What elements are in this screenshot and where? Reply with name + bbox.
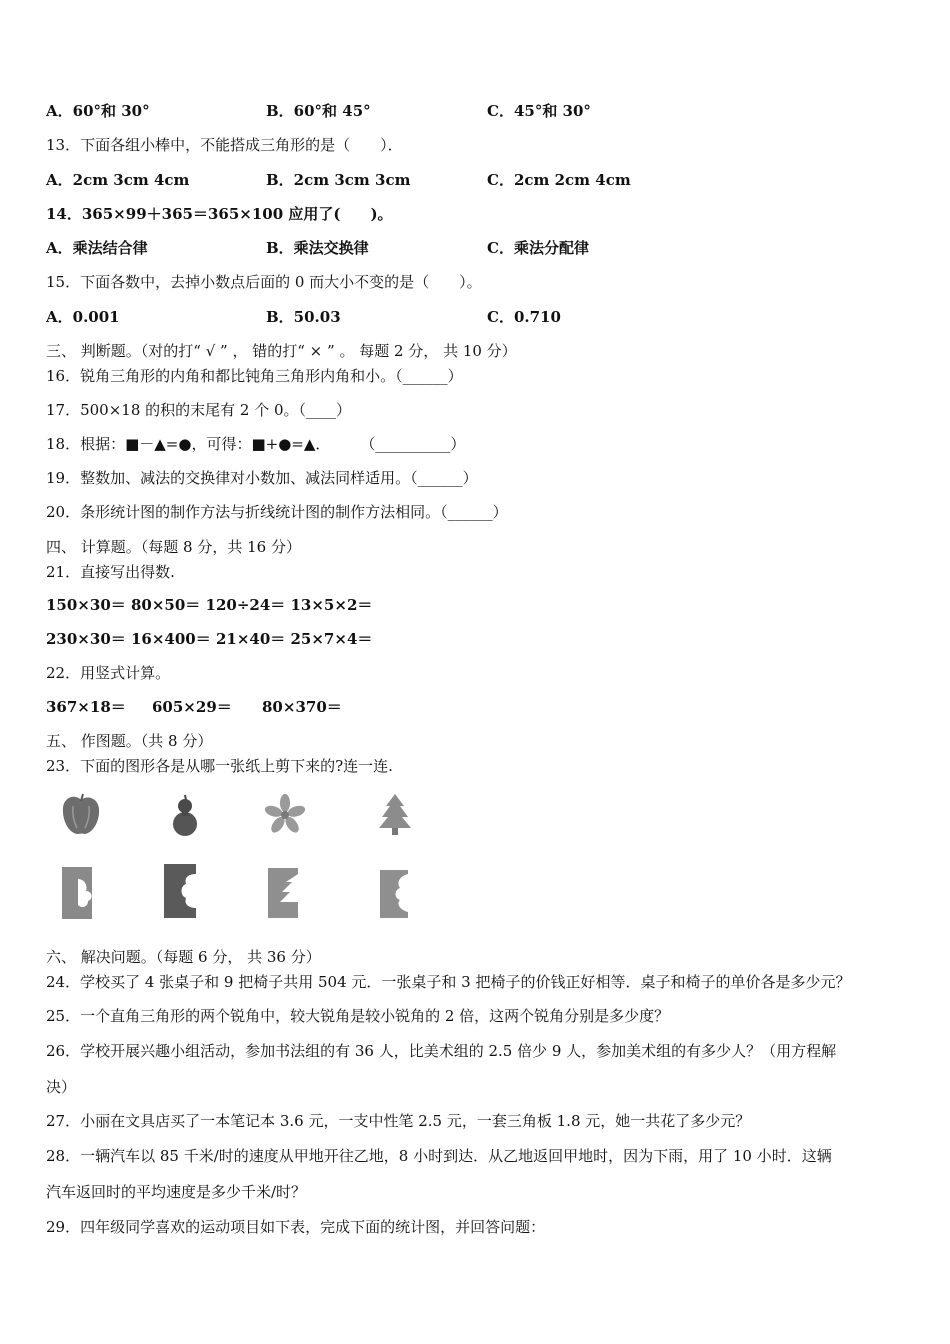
q22-item: 367×18＝ (46, 698, 126, 716)
q22-item: 605×29＝ (152, 698, 232, 716)
q24: 24．学校买了 4 张桌子和 9 把椅子共用 504 元．一张桌子和 3 把椅子的价钱正好相等．桌子和椅子的单价各是多少元？ (46, 973, 851, 991)
q15-stem: 15．下面各数中，去掉小数点后面的 0 而大小不变的是（ ）。 (46, 273, 482, 291)
apple-shape-icon (58, 792, 104, 838)
q17: 17．500×18 的积的末尾有 2 个 0。（____） (46, 401, 352, 419)
q26-line-2: 决） (46, 1078, 77, 1096)
q20: 20．条形统计图的制作方法与折线统计图的制作方法相同。（______） (46, 503, 508, 521)
q15-option-a: A．0.001 (46, 308, 120, 326)
q15-option-b: B．50.03 (266, 308, 341, 326)
paper-sheet-2-icon (160, 862, 200, 920)
q21-row-2: 230×30＝ 16×400＝ 21×40＝ 25×7×4＝ (46, 630, 373, 648)
q12-option-b: B．60°和 45° (266, 102, 371, 120)
q29: 29．四年级同学喜欢的运动项目如下表，完成下面的统计图，并回答问题： (46, 1218, 546, 1236)
q25: 25．一个直角三角形的两个锐角中，较大锐角是较小锐角的 2 倍，这两个锐角分别是多少度？ (46, 1007, 670, 1025)
q14-stem: 14．365×99＋365＝365×100 应用了( )。 (46, 205, 393, 223)
section-5-heading: 五、 作图题。（共 8 分） (46, 732, 213, 750)
q13-stem: 13．下面各组小棒中，不能搭成三角形的是（ ）． (46, 136, 403, 154)
tree-shape-icon (372, 792, 418, 838)
q28-line-1: 28．一辆汽车以 85 千米/时的速度从甲地开往乙地，8 小时到达．从乙地返回甲地时，因为下雨，用了 10 小时．这辆 (46, 1147, 832, 1165)
q16: 16．锐角三角形的内角和都比钝角三角形内角和小。（______） (46, 367, 463, 385)
q28-line-2: 汽车返回时的平均速度是多少千米/时？ (46, 1183, 307, 1201)
q13-option-a: A．2cm 3cm 4cm (46, 171, 190, 189)
q13-option-b: B．2cm 3cm 3cm (266, 171, 411, 189)
gourd-shape-icon (162, 792, 208, 838)
section-4-heading: 四、 计算题。（每题 8 分，共 16 分） (46, 538, 301, 556)
q18: 18．根据：■－▲=●，可得：■+●=▲． （__________） (46, 435, 466, 453)
q19: 19．整数加、减法的交换律对小数加、减法同样适用。（______） (46, 469, 478, 487)
q14-option-a: A．乘法结合律 (46, 239, 148, 257)
q13-option-c: C．2cm 2cm 4cm (487, 171, 631, 189)
q22-item: 80×370＝ (262, 698, 342, 716)
paper-sheet-3-icon (264, 866, 304, 920)
q14-option-b: B．乘法交换律 (266, 239, 369, 257)
q14-option-c: C．乘法分配律 (487, 239, 589, 257)
q27: 27．小丽在文具店买了一本笔记本 3.6 元，一支中性笔 2.5 元，一套三角板 1.8 元，她一共花了多少元？ (46, 1112, 751, 1130)
q21-stem: 21．直接写出得数. (46, 563, 175, 581)
section-6-heading: 六、 解决问题。（每题 6 分， 共 36 分） (46, 948, 321, 966)
paper-sheet-1-icon (58, 865, 98, 921)
q12-option-c: C．45°和 30° (487, 102, 591, 120)
q12-option-a: A．60°和 30° (46, 102, 150, 120)
paper-sheet-4-icon (374, 868, 414, 920)
q26-line-1: 26．学校开展兴趣小组活动，参加书法组的有 36 人，比美术组的 2.5 倍少 9 人，参加美术组的有多少人？（用方程解 (46, 1042, 837, 1060)
q22-stem: 22．用竖式计算。 (46, 664, 171, 682)
q23-stem: 23．下面的图形各是从哪一张纸上剪下来的?连一连. (46, 757, 393, 775)
section-3-heading: 三、 判断题。（对的打“ √ ” ， 错的打“ × ” 。 每题 2 分， 共 10 分） (46, 342, 517, 360)
q21-row-1: 150×30＝ 80×50＝ 120÷24＝ 13×5×2＝ (46, 596, 373, 614)
flower-shape-icon (262, 792, 308, 838)
q15-option-c: C．0.710 (487, 308, 561, 326)
